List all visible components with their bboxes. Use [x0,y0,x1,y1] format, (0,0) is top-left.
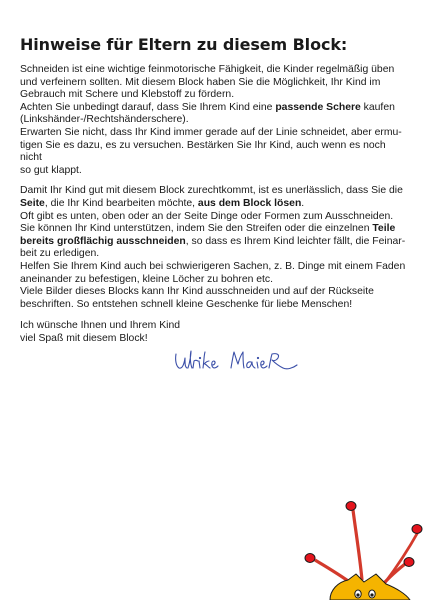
text-line: (Linkshänder-/Rechtshänderschere). [20,114,189,126]
text-line: Ich wünsche Ihnen und Ihrem Kind [20,320,180,332]
emphasis-parts: Teile [372,223,396,235]
emphasis-scissors: passende Schere [275,101,361,113]
emphasis-page: Seite [20,197,45,209]
text-line: tigen Sie es dazu, es zu versuchen. Bestärken Sie Ihr Kind, auch wenn es noch nicht [20,139,386,164]
text-line: Achten Sie unbedingt darauf, dass Sie Ihrem Kind eine [20,101,276,113]
emphasis-cut-out: bereits großflächig ausschneiden [20,235,186,247]
text-line: Erwarten Sie nicht, dass Ihr Kind immer gerade auf der Linie schneidet, aber ermu- [20,126,402,138]
handwritten-signature [173,346,313,378]
text-line: Oft gibt es unten, oben oder an der Seite Dinge oder Formen zum Ausschneiden. [20,210,394,222]
text-line: und verfeinern sollten. Mit diesem Block haben Sie die Möglichkeit, Ihr Kind im [20,76,381,88]
text-line: . [301,197,305,209]
paragraph-closing [20,320,406,345]
text-line: Schneiden ist eine wichtige feinmotorische Fähigkeit, die Kinder regelmäßig üben [20,64,395,75]
text-line: Damit Ihr Kind gut mit diesem Block zurechtkommt, ist es unerlässlich, dass Sie die [20,185,403,197]
text-line: kaufen [360,101,395,113]
text-line: beschriften. So entstehen schnell kleine Geschenke für liebe Menschen! [20,298,353,310]
text-line: , so dass es Ihrem Kind leichter fällt, die Feinar- [185,235,406,247]
page-title: Hinweise für Eltern zu diesem Block: [20,35,348,54]
text-line: Viele Bilder dieses Blocks kann Ihr Kind ausschneiden und auf der Rückseite [20,286,374,298]
text-line: Helfen Sie Ihrem Kind auch bei schwierigeren Sachen, z. B. Dinge mit einem Faden [20,260,406,272]
body-text [20,64,406,345]
crown-character-illustration [300,488,423,600]
text-line: , die Ihr Kind bearbeiten möchte, [44,197,198,209]
text-line: aneinander zu befestigen, kleine Löcher zu bohren etc. [20,273,274,285]
text-line: Gebrauch mit Schere und Klebstoff zu fördern. [20,89,235,101]
text-line: so gut klappt. [20,164,82,176]
paragraph-intro [20,64,406,177]
emphasis-detach: aus dem Block lösen [197,197,302,209]
text-line: beit zu erledigen. [20,248,100,260]
paragraph-tips [20,185,406,311]
text-line: viel Spaß mit diesem Block! [20,332,148,344]
text-line: Sie können Ihr Kind unterstützen, indem Sie den Streifen oder die einzelnen [20,223,373,235]
